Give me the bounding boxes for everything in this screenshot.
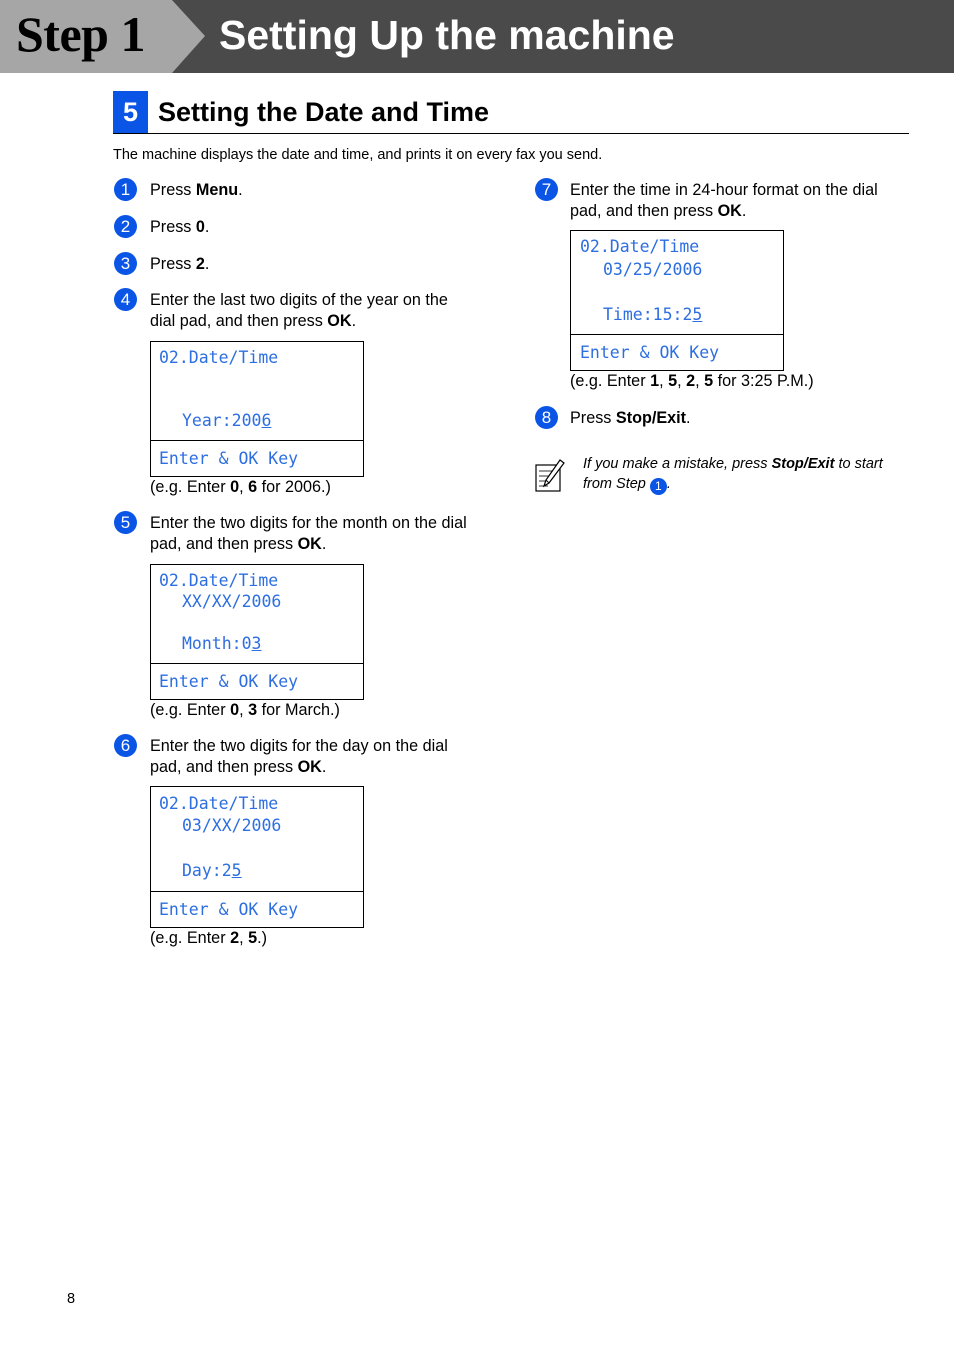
lcd-value-line: Month:03 — [182, 634, 262, 653]
step-number-7: 7 — [535, 178, 558, 201]
lcd-value-line: Time:15:25 — [603, 305, 703, 324]
lcd-line: 02.Date/Time — [159, 571, 279, 590]
step-number-2: 2 — [114, 215, 137, 238]
step-ref-badge: 1 — [650, 478, 667, 495]
lcd-cursor: 3 — [251, 634, 262, 653]
lcd-cursor: 6 — [261, 411, 272, 430]
step-number-4: 4 — [114, 288, 137, 311]
lcd-line: 02.Date/Time — [159, 348, 279, 367]
section-divider — [113, 133, 909, 134]
lcd-footer: Enter & OK Key — [159, 449, 299, 468]
lcd-line: 02.Date/Time — [580, 237, 700, 256]
step-number-1: 1 — [114, 178, 137, 201]
lcd-line: 02.Date/Time — [159, 794, 279, 813]
example-month: (e.g. Enter 0, 3 for March.) — [150, 701, 340, 719]
lcd-value-line: Year:2006 — [182, 411, 272, 430]
header-title: Setting Up the machine — [219, 12, 675, 58]
step-3-text: Press 2. — [150, 255, 210, 273]
lcd-value-line: Day:25 — [182, 861, 242, 880]
step-8-text: Press Stop/Exit. — [570, 409, 691, 427]
step-7-text: Enter the time in 24-hour format on the dial pad, and then press OK. — [570, 181, 878, 220]
step-4-text: Enter the last two digits of the year on the dial pad, and then press OK. — [150, 291, 448, 330]
lcd-display-year — [150, 341, 364, 477]
section-title: Setting the Date and Time — [158, 97, 490, 127]
lcd-footer: Enter & OK Key — [159, 672, 299, 691]
section-number-badge: 5 — [113, 91, 148, 133]
lcd-date-line: XX/XX/2006 — [182, 592, 282, 611]
step-6-text: Enter the two digits for the day on the dial pad, and then press OK. — [150, 737, 448, 776]
lcd-date-line: 03/XX/2006 — [182, 816, 282, 835]
step-1-text: Press Menu. — [150, 181, 243, 199]
step-5-text: Enter the two digits for the month on the dial pad, and then press OK. — [150, 514, 467, 553]
lcd-display-day — [150, 786, 364, 928]
intro-text: The machine displays the date and time, and prints it on every fax you send. — [113, 147, 603, 163]
lcd-footer: Enter & OK Key — [580, 343, 720, 362]
example-year: (e.g. Enter 0, 6 for 2006.) — [150, 478, 331, 496]
lcd-display-time — [570, 230, 784, 371]
step-2-text: Press 0. — [150, 218, 210, 236]
lcd-footer: Enter & OK Key — [159, 900, 299, 919]
step-number-6: 6 — [114, 734, 137, 757]
step-number-8: 8 — [535, 406, 558, 429]
note-pencil-icon — [533, 457, 567, 493]
example-time: (e.g. Enter 1, 5, 2, 5 for 3:25 P.M.) — [570, 372, 814, 390]
step-label: Step 1 — [16, 6, 145, 62]
lcd-cursor: 5 — [692, 305, 703, 324]
lcd-date-line: 03/25/2006 — [603, 260, 703, 279]
page-number: 8 — [67, 1291, 76, 1307]
example-day: (e.g. Enter 2, 5.) — [150, 929, 267, 947]
lcd-display-month — [150, 564, 364, 700]
step-number-5: 5 — [114, 511, 137, 534]
lcd-cursor: 5 — [231, 861, 242, 880]
step-number-3: 3 — [114, 252, 137, 275]
note-text: If you make a mistake, press Stop/Exit to start from Step 1 . — [583, 456, 883, 493]
